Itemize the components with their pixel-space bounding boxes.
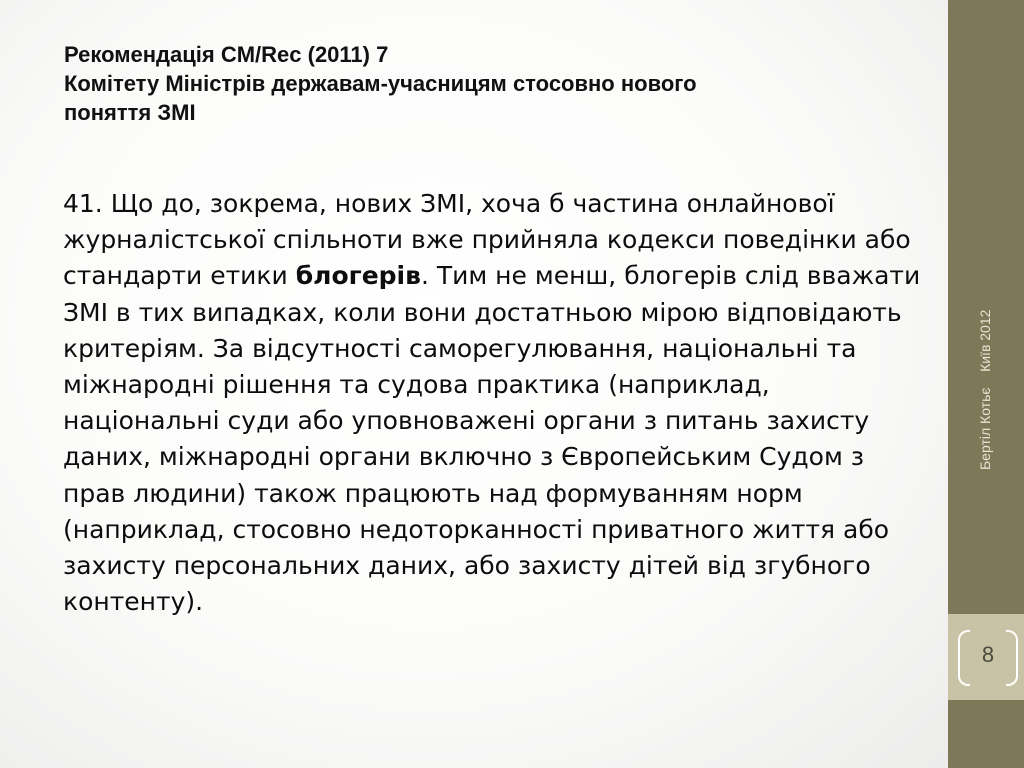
title-line-1: Рекомендація CM/Rec (2011) 7 [64,42,389,67]
body-text-part-1: 41. Що до, зокрема, нових ЗМІ, хоча б частина онлайнової журналістської спільноти вже прийняла кодекси поведінки або стандарти етики [63,189,911,291]
slide-title [64,40,924,127]
title-line-3: поняття ЗМІ [64,100,196,125]
slide-footer-text: Бертіл Котьє Київ 2012 [977,309,993,470]
slide-body-text [63,186,933,620]
body-text-bold-term: блогерів [295,261,421,291]
page-number-frame [958,630,1018,684]
page-number: 8 [981,642,995,667]
body-text-part-2: . Тим не менш, блогерів слід вважати ЗМІ в тих випадках, коли вони достатньою мірою відповідають критеріям. За відсутності саморегулювання, національні та міжнародні рішення та судова практика (наприклад, національні суди або уповноважені органи з питань захисту даних, міжнародні органи включно з Європейським Судом з прав людини) також працюють над формуванням норм (наприклад, стосовно недоторканності приватного життя або захисту персональних даних, або захисту дітей від згубного контенту). [63,261,921,617]
title-line-2: Комітету Міністрів державам-учасницям стосовно нового [64,71,697,96]
